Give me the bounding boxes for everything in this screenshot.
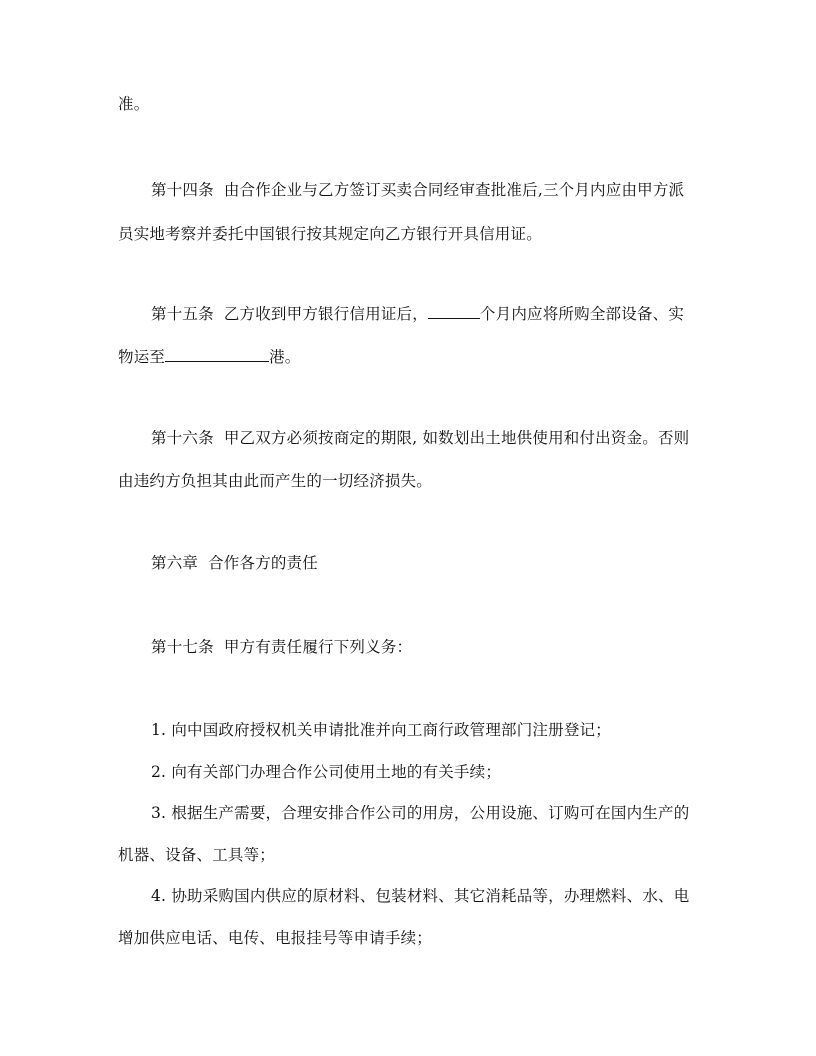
article-title: 第十五条 <box>151 305 214 323</box>
article-16-line-2 <box>118 471 700 491</box>
article-17-line-1 <box>151 637 733 657</box>
article-15-line-1 <box>151 303 733 324</box>
list-item-4-line-2 <box>118 928 700 948</box>
list-item-text: 增加供应电话、电传、电报挂号等申请手续； <box>118 929 433 947</box>
article-15-line-2 <box>118 346 700 367</box>
list-item-3-line-1 <box>151 803 733 823</box>
article-14-line-2 <box>118 224 700 244</box>
article-text: 甲方有责任履行下列义务： <box>223 638 413 656</box>
article-text: 乙方收到甲方银行信用证后， <box>223 305 428 323</box>
list-item-text: 3. 根据生产需要，合理安排合作公司的用房，公用设施、订购可在国内生产的 <box>151 804 690 822</box>
article-text: 港。 <box>269 348 301 366</box>
list-item-text: 4. 协助采购国内供应的原材料、包装材料、其它消耗品等，办理燃料、水、电 <box>151 887 690 905</box>
article-text: 物运至 <box>118 348 166 366</box>
article-14-line-1 <box>151 180 733 200</box>
article-text: 个月内应将所购全部设备、实 <box>479 305 685 323</box>
chapter-number: 第六章 <box>151 554 199 572</box>
article-text: 员实地考察并委托中国银行按其规定向乙方银行开具信用证。 <box>118 225 542 243</box>
article-16-line-1 <box>151 428 733 448</box>
article-text: 甲乙双方必须按商定的期限, 如数划出土地供使用和付出资金。否则 <box>223 429 690 447</box>
article-title: 第十七条 <box>151 638 214 656</box>
list-item-text: 1. 向中国政府授权机关申请批准并向工商行政管理部门注册登记； <box>151 721 611 739</box>
article-title: 第十六条 <box>151 429 214 447</box>
list-item-3-line-2 <box>118 845 700 865</box>
list-item-2 <box>151 762 733 782</box>
list-item-text: 机器、设备、工具等； <box>118 846 276 864</box>
chapter-6-heading <box>151 553 733 573</box>
list-item-4-line-1 <box>151 886 733 906</box>
fill-in-blank <box>428 303 480 319</box>
article-text: 由合作企业与乙方签订买卖合同经审查批准后,三个月内应由甲方派 <box>223 181 685 199</box>
fill-in-blank <box>165 346 269 362</box>
text: 准。 <box>118 95 150 113</box>
list-item-1 <box>151 720 733 740</box>
list-item-text: 2. 向有关部门办理合作公司使用土地的有关手续； <box>151 763 502 781</box>
article-title: 第十四条 <box>151 181 214 199</box>
article-text: 由违约方负担其由此而产生的一切经济损失。 <box>118 472 433 490</box>
chapter-title: 合作各方的责任 <box>208 554 319 572</box>
paragraph-line <box>118 94 700 114</box>
